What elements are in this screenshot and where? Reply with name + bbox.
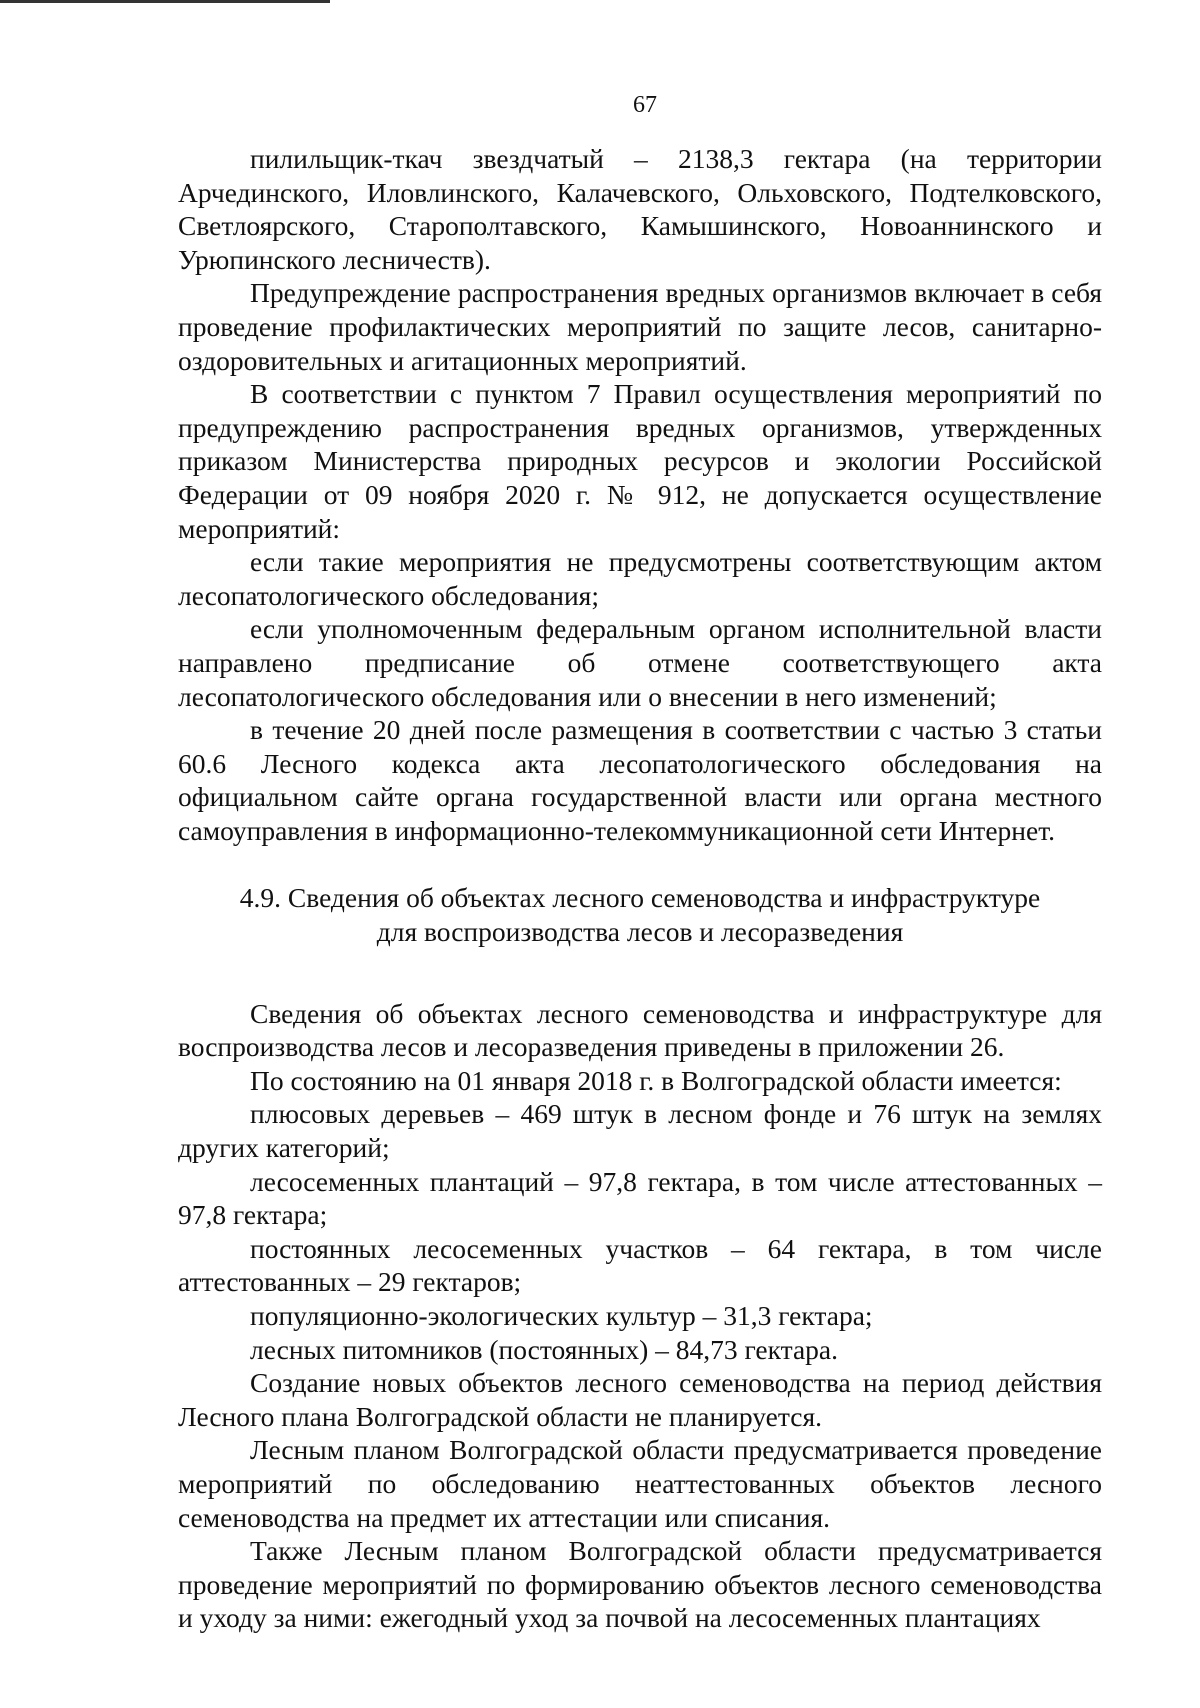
paragraph: Лесным планом Волгоградской области предусматривается проведение мероприятий по обследованию неаттестованных объектов лесного семеноводства на предмет их аттестации или списания. [178, 1434, 1102, 1533]
paragraph: Сведения об объектах лесного семеноводства и инфраструктуре для воспроизводства лесов и лесоразведения приведены в приложении 26. [178, 997, 1102, 1063]
paragraph: Также Лесным планом Волгоградской области предусматривается проведение мероприятий по формированию объектов лесного семеноводства и уходу за ними: ежегодный уход за почвой на лесосеменных плантациях [178, 1535, 1102, 1634]
section-heading [178, 881, 1102, 948]
paragraph: если уполномоченным федеральным органом исполнительной власти направлено предписание об отмене соответствующего акта лесопатологического обследования или о внесении в него изменений; [178, 613, 1102, 712]
paragraph: Создание новых объектов лесного семеноводства на период действия Лесного плана Волгоградской области не планируется. [178, 1367, 1102, 1432]
paragraph: лесосеменных плантаций – 97,8 гектара, в том числе аттестованных – 97,8 гектара; [178, 1165, 1102, 1231]
scan-edge-line [0, 0, 330, 3]
paragraph: В соответствии с пунктом 7 Правил осуществления мероприятий по предупреждению распространения вредных организмов, утвержденных приказом Министерства природных ресурсов и экологии Российской Федерации от 09 ноября 2020 г. № 912, не допускается осуществление мероприятий: [178, 378, 1102, 544]
paragraph: если такие мероприятия не предусмотрены соответствующим актом лесопатологического обследования; [178, 546, 1102, 611]
paragraph: По состоянию на 01 января 2018 г. в Волгоградской области имеется: [250, 1064, 1062, 1096]
paragraph: в течение 20 дней после размещения в соответствии с частью 3 статьи 60.6 Лесного кодекса акта лесопатологического обследования на официальном сайте органа государственной власти или органа местного самоуправления в информационно-телекоммуникационной сети Интернет. [178, 714, 1102, 846]
section-heading-line-2: для воспроизводства лесов и лесоразведения [376, 916, 904, 948]
paragraph: пилильщик-ткач звездчатый – 2138,3 гектара (на территории Арчединского, Иловлинского, Калачевского, Ольховского, Подтелковского, Светлоярского, Старополтавского, Камышинского, Новоаннинского и Урюпинского лесничеств). [178, 143, 1102, 275]
paragraph: популяционно-экологических культур – 31,3 гектара; [250, 1300, 873, 1331]
paragraph: лесных питомников (постоянных) – 84,73 гектара. [250, 1333, 838, 1365]
paragraph: постоянных лесосеменных участков – 64 гектара, в том числе аттестованных – 29 гектаров; [178, 1232, 1102, 1298]
paragraph: плюсовых деревьев – 469 штук в лесном фонде и 76 штук на землях других категорий; [178, 1098, 1102, 1164]
paragraph: Предупреждение распространения вредных организмов включает в себя проведение профилактических мероприятий по защите лесов, санитарно-оздоровительных и агитационных мероприятий. [178, 277, 1102, 376]
document-page [178, 142, 1102, 1635]
section-heading-line-1: 4.9. Сведения об объектах лесного семеноводства и инфраструктуре [239, 882, 1041, 914]
page-number: 67 [633, 92, 657, 118]
